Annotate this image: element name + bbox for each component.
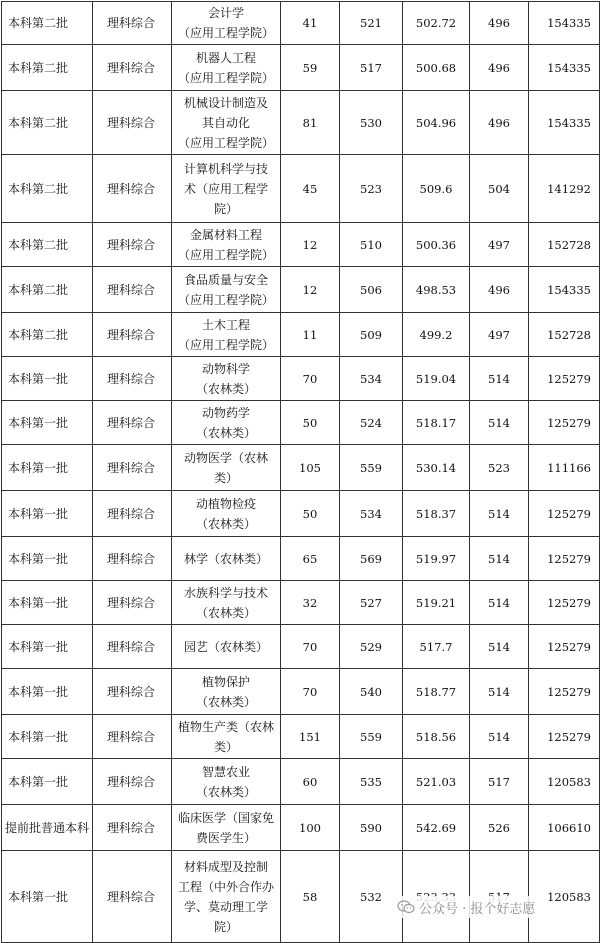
- min-score-cell: 496: [470, 267, 529, 313]
- plan-count-cell: 58: [281, 851, 340, 943]
- avg-score-cell: 499.2: [403, 313, 470, 357]
- plan-count-cell: 100: [281, 805, 340, 851]
- batch-cell: 本科第一批: [2, 625, 93, 669]
- batch-cell: 本科第一批: [2, 715, 93, 759]
- table-body: [2, 2, 600, 943]
- major-line: （应用工程学院）: [177, 337, 274, 352]
- max-score-cell: 517: [340, 45, 403, 91]
- min-rank-cell: 125279: [529, 581, 600, 625]
- table-row: [2, 45, 600, 91]
- major-line: （农林类）: [195, 784, 256, 799]
- subject-cell: 理科综合: [93, 401, 172, 445]
- major-line: 智慧农业: [201, 764, 250, 779]
- avg-score-cell: 517.7: [403, 625, 470, 669]
- subject-cell: 理科综合: [93, 91, 172, 155]
- max-score-cell: 530: [340, 91, 403, 155]
- major-line: 类）: [213, 739, 238, 754]
- plan-count-cell: 60: [281, 759, 340, 805]
- subject-cell: 理科综合: [93, 491, 172, 537]
- table-row: [2, 669, 600, 715]
- plan-count-cell: 105: [281, 445, 340, 491]
- table-row: [2, 625, 600, 669]
- min-rank-cell: 125279: [529, 491, 600, 537]
- major-cell: [172, 445, 281, 491]
- avg-score-cell: 530.14: [403, 445, 470, 491]
- major-line: 材料成型及控制: [183, 859, 268, 874]
- min-rank-cell: 111166: [529, 445, 600, 491]
- major-cell: [172, 759, 281, 805]
- major-cell: [172, 851, 281, 943]
- min-score-cell: 514: [470, 357, 529, 401]
- plan-count-cell: 50: [281, 491, 340, 537]
- major-cell: [172, 669, 281, 715]
- table-row: [2, 91, 600, 155]
- major-line: 植物保护: [201, 674, 250, 689]
- min-score-cell: 514: [470, 715, 529, 759]
- batch-cell: 本科第一批: [2, 759, 93, 805]
- max-score-cell: 590: [340, 805, 403, 851]
- max-score-cell: 559: [340, 715, 403, 759]
- subject-cell: 理科综合: [93, 155, 172, 223]
- plan-count-cell: 11: [281, 313, 340, 357]
- admission-score-table: [1, 1, 600, 943]
- major-line: 林学（农林类）: [183, 551, 268, 566]
- avg-score-cell: 518.56: [403, 715, 470, 759]
- plan-count-cell: 151: [281, 715, 340, 759]
- batch-cell: 本科第一批: [2, 401, 93, 445]
- major-cell: [172, 401, 281, 445]
- min-rank-cell: 106610: [529, 805, 600, 851]
- major-line: 金属材料工程: [189, 227, 262, 242]
- table-row: [2, 581, 600, 625]
- subject-cell: 理科综合: [93, 537, 172, 581]
- batch-cell: 本科第二批: [2, 91, 93, 155]
- min-score-cell: 514: [470, 491, 529, 537]
- batch-cell: 本科第二批: [2, 2, 93, 45]
- major-cell: [172, 357, 281, 401]
- plan-count-cell: 70: [281, 357, 340, 401]
- subject-cell: 理科综合: [93, 445, 172, 491]
- plan-count-cell: 32: [281, 581, 340, 625]
- major-cell: [172, 2, 281, 45]
- major-line: 学、莫动理工学: [183, 899, 268, 914]
- subject-cell: 理科综合: [93, 669, 172, 715]
- min-score-cell: 523: [470, 445, 529, 491]
- major-line: 计算机科学与技: [183, 161, 268, 176]
- major-line: 院）: [213, 919, 238, 934]
- major-cell: [172, 267, 281, 313]
- major-line: 动物药学: [201, 405, 250, 420]
- table-row: [2, 491, 600, 537]
- table-row: [2, 357, 600, 401]
- max-score-cell: 569: [340, 537, 403, 581]
- major-line: （应用工程学院）: [177, 135, 274, 150]
- avg-score-cell: 519.21: [403, 581, 470, 625]
- plan-count-cell: 45: [281, 155, 340, 223]
- plan-count-cell: 41: [281, 2, 340, 45]
- subject-cell: 理科综合: [93, 267, 172, 313]
- min-score-cell: 497: [470, 313, 529, 357]
- max-score-cell: 527: [340, 581, 403, 625]
- batch-cell: 本科第二批: [2, 45, 93, 91]
- avg-score-cell: 504.96: [403, 91, 470, 155]
- major-line: （农林类）: [195, 516, 256, 531]
- major-line: （应用工程学院）: [177, 26, 274, 40]
- min-score-cell: 514: [470, 625, 529, 669]
- major-line: 机械设计制造及: [183, 95, 268, 110]
- major-line: 术（应用工程学: [183, 181, 268, 196]
- subject-cell: 理科综合: [93, 357, 172, 401]
- subject-cell: 理科综合: [93, 2, 172, 45]
- min-score-cell: 514: [470, 669, 529, 715]
- max-score-cell: 521: [340, 2, 403, 45]
- batch-cell: 提前批普通本科: [2, 805, 93, 851]
- plan-count-cell: 65: [281, 537, 340, 581]
- major-cell: [172, 537, 281, 581]
- major-cell: [172, 155, 281, 223]
- max-score-cell: 506: [340, 267, 403, 313]
- batch-cell: 本科第二批: [2, 223, 93, 267]
- wechat-icon: [397, 900, 415, 914]
- major-line: 其自动化: [201, 115, 250, 130]
- avg-score-cell: 518.17: [403, 401, 470, 445]
- min-score-cell: 526: [470, 805, 529, 851]
- min-score-cell: 504: [470, 155, 529, 223]
- min-rank-cell: 154335: [529, 267, 600, 313]
- major-line: 机器人工程: [195, 50, 256, 65]
- batch-cell: 本科第二批: [2, 313, 93, 357]
- subject-cell: 理科综合: [93, 313, 172, 357]
- subject-cell: 理科综合: [93, 625, 172, 669]
- min-rank-cell: 125279: [529, 357, 600, 401]
- batch-cell: 本科第一批: [2, 851, 93, 943]
- table-row: [2, 267, 600, 313]
- table-row: [2, 445, 600, 491]
- batch-cell: 本科第一批: [2, 581, 93, 625]
- major-line: （应用工程学院）: [177, 292, 274, 307]
- min-score-cell: 514: [470, 581, 529, 625]
- avg-score-cell: 519.97: [403, 537, 470, 581]
- major-line: （农林类）: [195, 605, 256, 620]
- table-row: [2, 155, 600, 223]
- min-score-cell: 496: [470, 45, 529, 91]
- major-line: 院）: [213, 201, 238, 216]
- major-cell: [172, 715, 281, 759]
- major-line: 工程（中外合作办: [177, 879, 274, 894]
- avg-score-cell: 500.36: [403, 223, 470, 267]
- plan-count-cell: 59: [281, 45, 340, 91]
- min-rank-cell: 154335: [529, 45, 600, 91]
- max-score-cell: 532: [340, 851, 403, 943]
- avg-score-cell: 518.77: [403, 669, 470, 715]
- min-rank-cell: 141292: [529, 155, 600, 223]
- table-row: [2, 223, 600, 267]
- avg-score-cell: 542.69: [403, 805, 470, 851]
- major-cell: [172, 223, 281, 267]
- min-score-cell: 517: [470, 759, 529, 805]
- min-score-cell: 497: [470, 223, 529, 267]
- min-rank-cell: 120583: [529, 851, 600, 943]
- batch-cell: 本科第二批: [2, 155, 93, 223]
- min-rank-cell: 125279: [529, 625, 600, 669]
- plan-count-cell: 70: [281, 669, 340, 715]
- subject-cell: 理科综合: [93, 851, 172, 943]
- subject-cell: 理科综合: [93, 45, 172, 91]
- watermark-text: 公众号 · 报个好志愿: [419, 901, 536, 917]
- major-cell: [172, 91, 281, 155]
- max-score-cell: 523: [340, 155, 403, 223]
- min-rank-cell: 125279: [529, 669, 600, 715]
- major-line: 临床医学（国家免: [177, 810, 274, 825]
- batch-cell: 本科第一批: [2, 445, 93, 491]
- batch-cell: 本科第一批: [2, 357, 93, 401]
- table-row: [2, 759, 600, 805]
- min-rank-cell: 125279: [529, 537, 600, 581]
- max-score-cell: 559: [340, 445, 403, 491]
- max-score-cell: 529: [340, 625, 403, 669]
- plan-count-cell: 50: [281, 401, 340, 445]
- major-line: 水族科学与技术: [183, 585, 268, 600]
- major-line: 动物医学（农林: [183, 450, 268, 465]
- table-row: [2, 805, 600, 851]
- major-line: 类）: [213, 470, 238, 485]
- max-score-cell: 524: [340, 401, 403, 445]
- plan-count-cell: 81: [281, 91, 340, 155]
- min-rank-cell: 125279: [529, 715, 600, 759]
- min-score-cell: 496: [470, 91, 529, 155]
- major-line: 动物科学: [201, 361, 250, 376]
- min-rank-cell: 154335: [529, 91, 600, 155]
- major-line: 动植物检疫: [195, 496, 256, 511]
- major-cell: [172, 581, 281, 625]
- major-line: 土木工程: [201, 317, 250, 332]
- min-rank-cell: 152728: [529, 223, 600, 267]
- major-cell: [172, 313, 281, 357]
- max-score-cell: 510: [340, 223, 403, 267]
- min-rank-cell: 120583: [529, 759, 600, 805]
- avg-score-cell: 509.6: [403, 155, 470, 223]
- plan-count-cell: 12: [281, 223, 340, 267]
- major-line: （农林类）: [195, 694, 256, 709]
- table-row: [2, 537, 600, 581]
- subject-cell: 理科综合: [93, 581, 172, 625]
- plan-count-cell: 12: [281, 267, 340, 313]
- table-row: [2, 715, 600, 759]
- avg-score-cell: 502.72: [403, 2, 470, 45]
- max-score-cell: 534: [340, 357, 403, 401]
- watermark: [393, 896, 539, 918]
- max-score-cell: 540: [340, 669, 403, 715]
- table-row: [2, 401, 600, 445]
- max-score-cell: 509: [340, 313, 403, 357]
- max-score-cell: 535: [340, 759, 403, 805]
- major-line: 费医学生）: [195, 830, 256, 845]
- plan-count-cell: 70: [281, 625, 340, 669]
- major-cell: [172, 491, 281, 537]
- avg-score-cell: 498.53: [403, 267, 470, 313]
- table-row: [2, 2, 600, 45]
- min-score-cell: 514: [470, 537, 529, 581]
- min-rank-cell: 125279: [529, 401, 600, 445]
- batch-cell: 本科第一批: [2, 537, 93, 581]
- avg-score-cell: 500.68: [403, 45, 470, 91]
- avg-score-cell: 521.03: [403, 759, 470, 805]
- table-row: [2, 313, 600, 357]
- major-line: 园艺（农林类）: [183, 639, 268, 654]
- avg-score-cell: 519.04: [403, 357, 470, 401]
- max-score-cell: 534: [340, 491, 403, 537]
- batch-cell: 本科第一批: [2, 491, 93, 537]
- major-line: 食品质量与安全: [183, 272, 268, 287]
- min-score-cell: 514: [470, 401, 529, 445]
- major-line: （农林类）: [195, 381, 256, 396]
- major-line: 植物生产类（农林: [177, 719, 274, 734]
- avg-score-cell: 518.37: [403, 491, 470, 537]
- subject-cell: 理科综合: [93, 759, 172, 805]
- batch-cell: 本科第二批: [2, 267, 93, 313]
- min-rank-cell: 154335: [529, 2, 600, 45]
- major-line: （农林类）: [195, 425, 256, 440]
- major-cell: [172, 625, 281, 669]
- batch-cell: 本科第一批: [2, 669, 93, 715]
- major-cell: [172, 45, 281, 91]
- major-cell: [172, 805, 281, 851]
- min-rank-cell: 152728: [529, 313, 600, 357]
- subject-cell: 理科综合: [93, 715, 172, 759]
- subject-cell: 理科综合: [93, 223, 172, 267]
- subject-cell: 理科综合: [93, 805, 172, 851]
- major-line: （应用工程学院）: [177, 247, 274, 262]
- min-score-cell: 496: [470, 2, 529, 45]
- major-line: 会计学: [207, 6, 244, 20]
- major-line: （应用工程学院）: [177, 70, 274, 85]
